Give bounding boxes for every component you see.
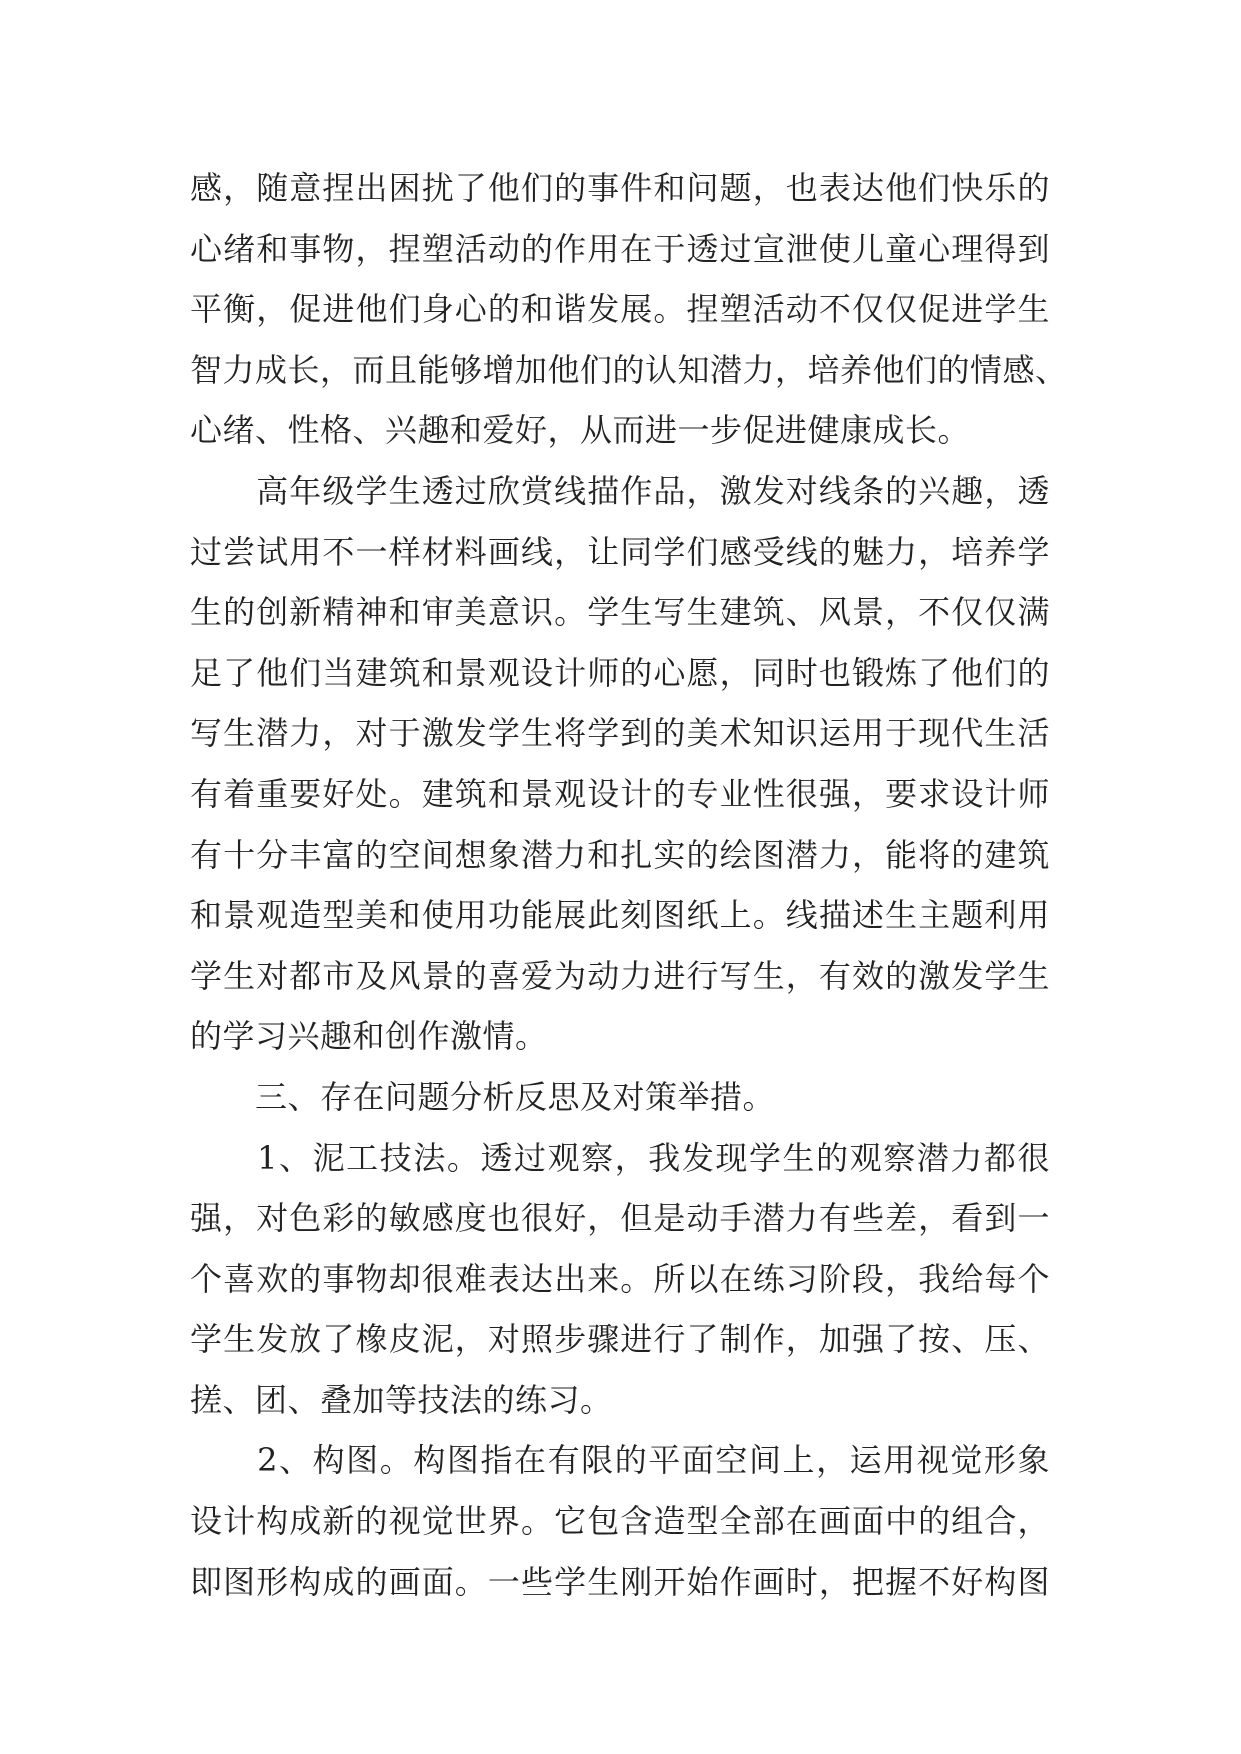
text-line: 即图形构成的画面。一些学生刚开始作画时，把握不好构图: [190, 1562, 1050, 1601]
text-line: 搓、团、叠加等技法的练习。: [190, 1380, 613, 1419]
text-line: 和景观造型美和使用功能展此刻图纸上。线描述生主题利用: [190, 896, 1050, 935]
text-line: 平衡，促进他们身心的和谐发展。捏塑活动不仅仅促进学生: [190, 290, 1050, 329]
text-line: 心绪、性格、兴趣和爱好，从而进一步促进健康成长。: [190, 411, 971, 450]
text-line: 学生对都市及风景的喜爱为动力进行写生，有效的激发学生: [190, 956, 1050, 995]
text-line: 的学习兴趣和创作激情。: [190, 1017, 548, 1056]
text-line: 感，随意捏出困扰了他们的事件和问题，也表达他们快乐的: [190, 169, 1050, 207]
text-line: 高年级学生透过欣赏线描作品，激发对线条的兴趣，透: [190, 471, 1050, 510]
text-line: 1、泥工技法。透过观察，我发现学生的观察潜力都很: [190, 1138, 1050, 1177]
text-line: 写生潜力，对于激发学生将学到的美术知识运用于现代生活: [190, 714, 1050, 753]
text-line: 学生发放了橡皮泥，对照步骤进行了制作，加强了按、压、: [190, 1320, 1050, 1359]
body-text: [190, 158, 1068, 1612]
text-line: 个喜欢的事物却很难表达出来。所以在练习阶段，我给每个: [190, 1259, 1050, 1298]
text-line: 智力成长，而且能够增加他们的认知潜力，培养他们的情感、: [190, 350, 1068, 389]
text-line: 强，对色彩的敏感度也很好，但是动手潜力有些差，看到一: [190, 1199, 1050, 1238]
text-line: 有十分丰富的空间想象潜力和扎实的绘图潜力，能将的建筑: [190, 835, 1050, 874]
text-line: 生的创新精神和审美意识。学生写生建筑、风景，不仅仅满: [190, 593, 1050, 632]
text-line: 过尝试用不一样材料画线，让同学们感受线的魅力，培养学: [190, 532, 1050, 571]
text-line: 足了他们当建筑和景观设计师的心愿，同时也锻炼了他们的: [190, 653, 1050, 692]
text-line: 三、存在问题分析反思及对策举措。: [190, 1077, 776, 1116]
text-line: 有着重要好处。建筑和景观设计的专业性很强，要求设计师: [190, 774, 1050, 813]
text-line: 2、构图。构图指在有限的平面空间上，运用视觉形象: [190, 1441, 1050, 1480]
text-line: 设计构成新的视觉世界。它包含造型全部在画面中的组合，: [190, 1502, 1050, 1541]
text-line: 心绪和事物，捏塑活动的作用在于透过宣泄使儿童心理得到: [190, 229, 1050, 268]
